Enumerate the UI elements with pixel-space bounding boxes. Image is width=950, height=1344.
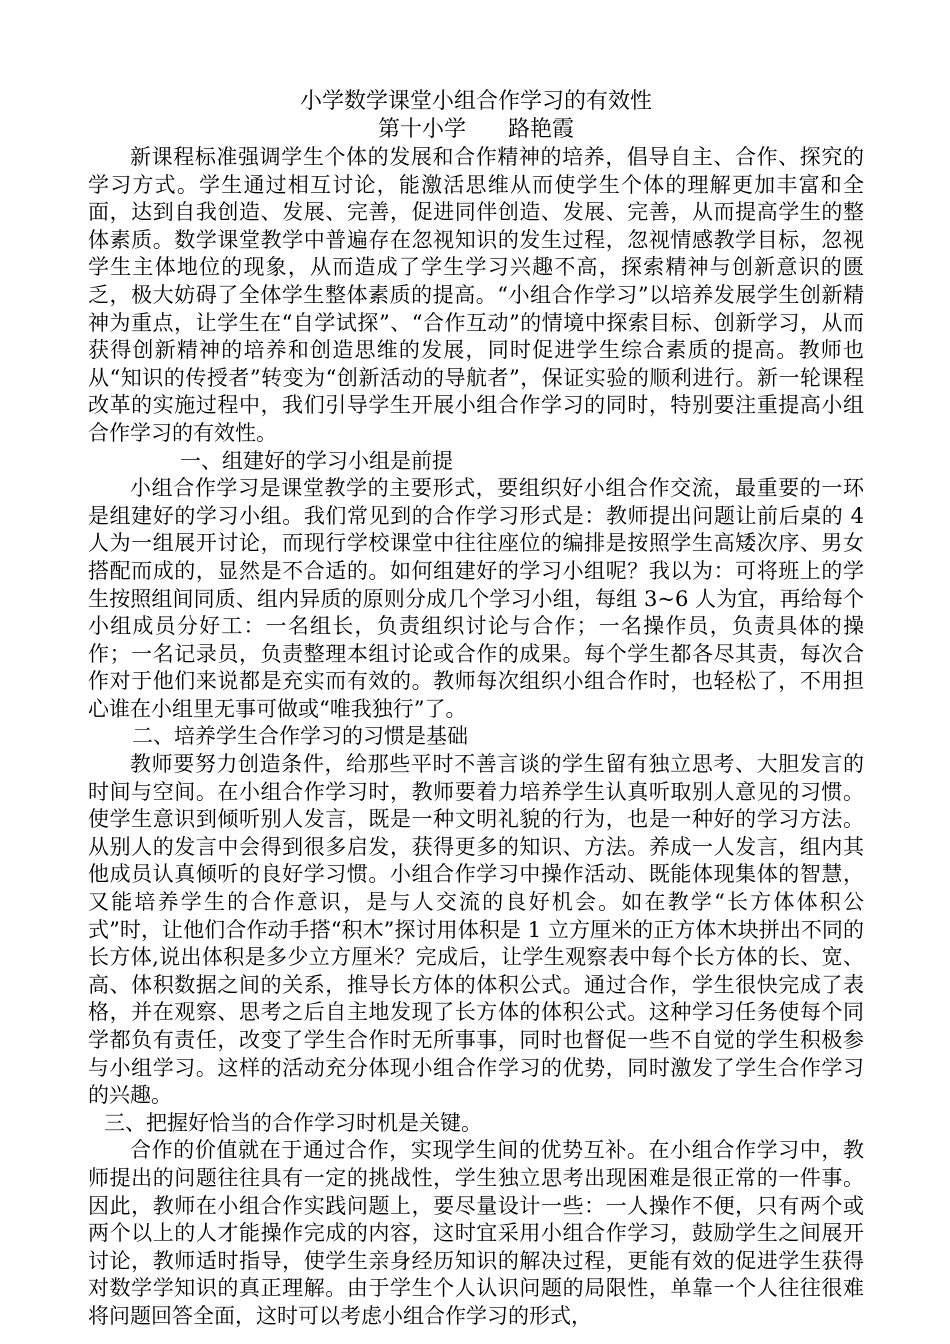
section-body-1: 小组合作学习是课堂教学的主要形式，要组织好小组合作交流，最重要的一环是组建好的学习小组。我们常见到的合作学习形式是：教师提出问题让前后桌的 4 人为一组展开讨论，而现行学校课堂中往往座位的编排是按照学生高矮次序、男女搭配而成的，显然是不合适的。如何组建好的学习小组呢？我以为：可将班上的学生按照组间同质、组内异质的原则分成几个学习小组，每组 3~6 人为宜，再给每个小组成员分好工：一名组长，负责组织讨论与合作；一名操作员，负责具体的操作；一名记录员，负责整理本组讨论或合作的成果。每个学生都各尽其责，每次合作对于他们来说都是充实而有效的。教师每次组织小组合作时，也轻松了，不用担心谁在小组里无事可做或“唯我独行”了。 [88,476,864,721]
document-page [88,88,864,1331]
section-heading-1: 一、组建好的学习小组是前提 [180,448,453,473]
author-line: 第十小学 路艳霞 [378,117,574,142]
section-body-3: 合作的价值就在于通过合作，实现学生间的优势互补。在小组合作学习中，教师提出的问题往往具有一定的挑战性，学生独立思考出现困难是很正常的一件事。因此，教师在小组合作实践问题上，要尽量设计一些：一人操作不便，只有两个或两个以上的人才能操作完成的内容，这时宜采用小组合作学习，鼓励学生之间展开讨论，教师适时指导，使学生亲身经历知识的解决过程，更能有效的促进学生获得对数学学知识的真正理解。由于学生个人认识问题的局限性，单靠一个人往往很难将问题回答全面，这时可以考虑小组合作学习的形式， [88,1138,864,1328]
document-title: 小学数学课堂小组合作学习的有效性 [299,89,652,114]
intro-paragraph: 新课程标准强调学生个体的发展和合作精神的培养，倡导自主、合作、探究的学习方式。学生通过相互讨论，能激活思维从而使学生个体的理解更加丰富和全面，达到自我创造、发展、完善，促进同伴创造、发展、完善，从而提高学生的整体素质。数学课堂教学中普遍存在忽视知识的发生过程，忽视情感教学目标，忽视学生主体地位的现象，从而造成了学生学习兴趣不高，探索精神与创新意识的匮乏，极大妨碍了全体学生整体素质的提高。“小组合作学习”以培养发展学生创新精神为重点，让学生在“自学试探”、“合作互动”的情境中探索目标、创新学习，从而获得创新精神的培养和创造思维的发展，同时促进学生综合素质的提高。教师也从“知识的传授者”转变为“创新活动的导航者”，保证实验的顺利进行。新一轮课程改革的实施过程中，我们引导学生开展小组合作学习的同时，特别要注重提高小组合作学习的有效性。 [88,145,864,445]
section-heading-2: 二、培养学生合作学习的习惯是基础 [132,724,468,749]
section-heading-3: 三、把握好恰当的合作学习时机是关键。 [104,1110,482,1135]
section-body-2: 教师要努力创造条件，给那些平时不善言谈的学生留有独立思考、大胆发言的时间与空间。在小组合作学习时，教师要着力培养学生认真听取别人意见的习惯。使学生意识到倾听别人发言，既是一种文明礼貌的行为，也是一种好的学习方法。从别人的发言中会得到很多启发，获得更多的知识、方法。养成一人发言，组内其他成员认真倾听的良好学习惯。小组合作学习中操作活动、既能体现集体的智慧，又能培养学生的合作意识，是与人交流的良好机会。如在教学“长方体体积公式”时，让他们合作动手搭“积木”探讨用体积是 1 立方厘米的正方体木块拼出不同的长方体,说出体积是多少立方厘米？完成后，让学生观察表中每个长方体的长、宽、高、体积数据之间的关系，推导长方体的体积公式。通过合作，学生很快完成了表格，并在观察、思考之后自主地发现了长方体的体积公式。这种学习任务使每个同学都负有责任，改变了学生合作时无所事事，同时也督促一些不自觉的学生积极参与小组学习。这样的活动充分体现小组合作学习的优势，同时激发了学生合作学习的兴趣。 [88,752,864,1108]
